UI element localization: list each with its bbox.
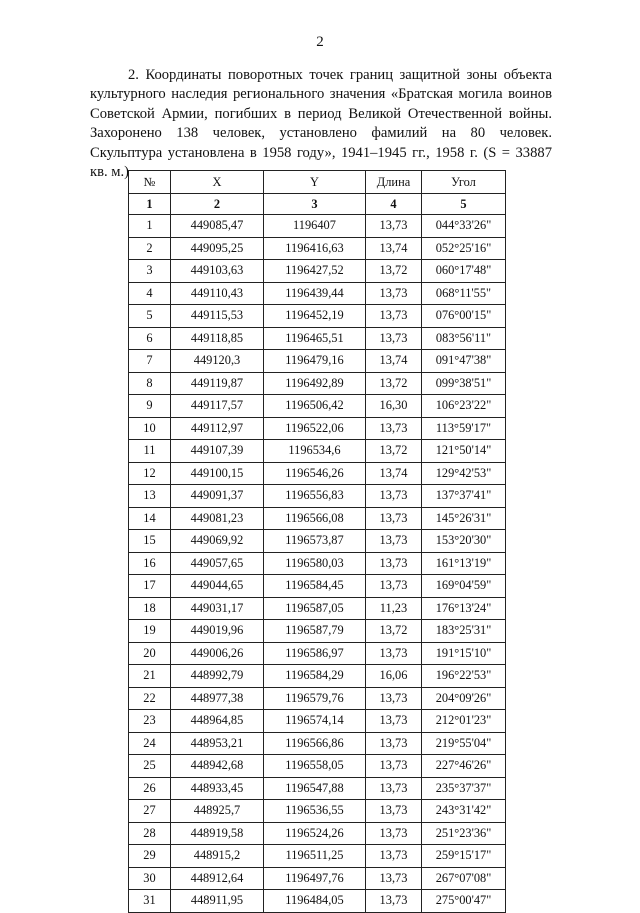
cell-angle: 060°17'48" — [422, 260, 506, 283]
cell-number: 2 — [129, 237, 171, 260]
section-paragraph: 2. Координаты поворотных точек границ защитной зоны объекта культурного наследия регионального значения «Братская могила воинов Советской Армии, погибших в период Великой Отечественной войны. Захоронено 138 человек, установлено фамилий на 80 человек. Скульптура установлена в 1958 году», 1941–1945 гг., 1958 г. (S = 33887 кв. м.) — [90, 67, 552, 181]
table-row — [129, 867, 506, 890]
table-row — [129, 777, 506, 800]
cell-y: 1196587,79 — [264, 620, 366, 643]
page-number: 2 — [316, 34, 324, 50]
cell-number: 25 — [129, 755, 171, 778]
cell-angle: 052°25'16" — [422, 237, 506, 260]
table-row — [129, 755, 506, 778]
cell-y: 1196479,16 — [264, 350, 366, 373]
cell-angle: 099°38'51" — [422, 372, 506, 395]
cell-length: 16,30 — [366, 395, 422, 418]
table-row — [129, 507, 506, 530]
table-row — [129, 305, 506, 328]
cell-y: 1196506,42 — [264, 395, 366, 418]
cell-length: 13,73 — [366, 755, 422, 778]
cell-x: 449006,26 — [171, 642, 264, 665]
cell-y: 1196407 — [264, 215, 366, 238]
cell-number: 26 — [129, 777, 171, 800]
cell-x: 449069,92 — [171, 530, 264, 553]
cell-length: 13,74 — [366, 350, 422, 373]
cell-angle: 137°37'41" — [422, 485, 506, 508]
column-index-row — [129, 194, 506, 215]
cell-y: 1196574,14 — [264, 710, 366, 733]
cell-angle: 129°42'53" — [422, 462, 506, 485]
table-row — [129, 710, 506, 733]
cell-y: 1196584,29 — [264, 665, 366, 688]
header-number: № — [129, 171, 171, 194]
cell-y: 1196465,51 — [264, 327, 366, 350]
cell-y: 1196584,45 — [264, 575, 366, 598]
cell-x: 448911,95 — [171, 890, 264, 913]
cell-length: 13,73 — [366, 507, 422, 530]
cell-y: 1196439,44 — [264, 282, 366, 305]
cell-angle: 267°07'08" — [422, 867, 506, 890]
cell-x: 449112,97 — [171, 417, 264, 440]
cell-x: 448977,38 — [171, 687, 264, 710]
cell-number: 15 — [129, 530, 171, 553]
cell-x: 449095,25 — [171, 237, 264, 260]
cell-x: 449091,37 — [171, 485, 264, 508]
table-row — [129, 665, 506, 688]
cell-y: 1196522,06 — [264, 417, 366, 440]
cell-length: 11,23 — [366, 597, 422, 620]
cell-length: 13,74 — [366, 237, 422, 260]
cell-number: 13 — [129, 485, 171, 508]
cell-number: 11 — [129, 440, 171, 463]
table-row — [129, 575, 506, 598]
cell-angle: 169°04'59" — [422, 575, 506, 598]
table-row — [129, 800, 506, 823]
cell-number: 19 — [129, 620, 171, 643]
cell-y: 1196587,05 — [264, 597, 366, 620]
cell-angle: 076°00'15" — [422, 305, 506, 328]
cell-x: 449044,65 — [171, 575, 264, 598]
cell-number: 23 — [129, 710, 171, 733]
cell-length: 13,73 — [366, 327, 422, 350]
header-x: X — [171, 171, 264, 194]
cell-angle: 068°11'55" — [422, 282, 506, 305]
cell-y: 1196536,55 — [264, 800, 366, 823]
cell-angle: 204°09'26" — [422, 687, 506, 710]
cell-x: 448964,85 — [171, 710, 264, 733]
table-row — [129, 327, 506, 350]
cell-x: 448925,7 — [171, 800, 264, 823]
cell-x: 448992,79 — [171, 665, 264, 688]
table-row — [129, 462, 506, 485]
cell-angle: 196°22'53" — [422, 665, 506, 688]
cell-length: 13,73 — [366, 710, 422, 733]
cell-length: 13,72 — [366, 620, 422, 643]
cell-length: 13,74 — [366, 462, 422, 485]
table-row — [129, 552, 506, 575]
cell-y: 1196586,97 — [264, 642, 366, 665]
cell-angle: 153°20'30" — [422, 530, 506, 553]
index-cell: 2 — [171, 194, 264, 215]
table-row — [129, 372, 506, 395]
cell-number: 3 — [129, 260, 171, 283]
table-row — [129, 485, 506, 508]
cell-length: 13,73 — [366, 575, 422, 598]
cell-y: 1196546,26 — [264, 462, 366, 485]
cell-y: 1196556,83 — [264, 485, 366, 508]
cell-y: 1196580,03 — [264, 552, 366, 575]
cell-number: 4 — [129, 282, 171, 305]
cell-y: 1196558,05 — [264, 755, 366, 778]
cell-number: 17 — [129, 575, 171, 598]
table-row — [129, 845, 506, 868]
cell-length: 13,73 — [366, 530, 422, 553]
cell-x: 449107,39 — [171, 440, 264, 463]
cell-angle: 113°59'17" — [422, 417, 506, 440]
table-row — [129, 282, 506, 305]
cell-x: 448942,68 — [171, 755, 264, 778]
cell-number: 5 — [129, 305, 171, 328]
cell-x: 448915,2 — [171, 845, 264, 868]
table-row — [129, 395, 506, 418]
table-row — [129, 732, 506, 755]
cell-y: 1196547,88 — [264, 777, 366, 800]
cell-angle: 176°13'24" — [422, 597, 506, 620]
cell-angle: 259°15'17" — [422, 845, 506, 868]
cell-x: 448933,45 — [171, 777, 264, 800]
cell-angle: 243°31'42" — [422, 800, 506, 823]
cell-angle: 145°26'31" — [422, 507, 506, 530]
cell-x: 449103,63 — [171, 260, 264, 283]
cell-angle: 219°55'04" — [422, 732, 506, 755]
table-row — [129, 417, 506, 440]
cell-length: 13,73 — [366, 642, 422, 665]
cell-y: 1196484,05 — [264, 890, 366, 913]
cell-angle: 091°47'38" — [422, 350, 506, 373]
cell-x: 449115,53 — [171, 305, 264, 328]
cell-x: 449031,17 — [171, 597, 264, 620]
index-cell: 1 — [129, 194, 171, 215]
table-row — [129, 687, 506, 710]
cell-number: 20 — [129, 642, 171, 665]
cell-y: 1196452,19 — [264, 305, 366, 328]
table-row — [129, 260, 506, 283]
cell-x: 448953,21 — [171, 732, 264, 755]
header-angle: Угол — [422, 171, 506, 194]
cell-y: 1196566,86 — [264, 732, 366, 755]
cell-y: 1196524,26 — [264, 822, 366, 845]
cell-length: 13,73 — [366, 552, 422, 575]
table-row — [129, 530, 506, 553]
cell-length: 13,73 — [366, 777, 422, 800]
cell-x: 448919,58 — [171, 822, 264, 845]
cell-y: 1196566,08 — [264, 507, 366, 530]
cell-length: 13,73 — [366, 687, 422, 710]
cell-angle: 106°23'22" — [422, 395, 506, 418]
cell-number: 8 — [129, 372, 171, 395]
cell-length: 13,73 — [366, 867, 422, 890]
cell-y: 1196534,6 — [264, 440, 366, 463]
cell-angle: 083°56'11" — [422, 327, 506, 350]
cell-y: 1196427,52 — [264, 260, 366, 283]
cell-length: 13,73 — [366, 485, 422, 508]
index-cell: 5 — [422, 194, 506, 215]
index-cell: 3 — [264, 194, 366, 215]
cell-angle: 212°01'23" — [422, 710, 506, 733]
table-row — [129, 215, 506, 238]
cell-number: 16 — [129, 552, 171, 575]
cell-number: 14 — [129, 507, 171, 530]
table-row — [129, 237, 506, 260]
cell-number: 30 — [129, 867, 171, 890]
cell-length: 13,73 — [366, 800, 422, 823]
cell-length: 13,72 — [366, 260, 422, 283]
cell-x: 449110,43 — [171, 282, 264, 305]
cell-length: 13,72 — [366, 372, 422, 395]
coordinates-table — [128, 170, 506, 913]
cell-x: 449119,87 — [171, 372, 264, 395]
table-row — [129, 890, 506, 913]
table-row — [129, 597, 506, 620]
cell-number: 31 — [129, 890, 171, 913]
cell-x: 448912,64 — [171, 867, 264, 890]
header-y: Y — [264, 171, 366, 194]
table-row — [129, 620, 506, 643]
cell-x: 449117,57 — [171, 395, 264, 418]
table-row — [129, 440, 506, 463]
cell-length: 13,73 — [366, 845, 422, 868]
cell-angle: 275°00'47" — [422, 890, 506, 913]
cell-x: 449085,47 — [171, 215, 264, 238]
table-row — [129, 350, 506, 373]
table-row — [129, 822, 506, 845]
cell-length: 13,73 — [366, 417, 422, 440]
header-length: Длина — [366, 171, 422, 194]
cell-length: 13,73 — [366, 732, 422, 755]
cell-number: 12 — [129, 462, 171, 485]
cell-x: 449057,65 — [171, 552, 264, 575]
cell-y: 1196573,87 — [264, 530, 366, 553]
cell-number: 24 — [129, 732, 171, 755]
index-cell: 4 — [366, 194, 422, 215]
cell-length: 13,73 — [366, 890, 422, 913]
cell-number: 27 — [129, 800, 171, 823]
cell-length: 13,73 — [366, 215, 422, 238]
cell-number: 29 — [129, 845, 171, 868]
cell-number: 22 — [129, 687, 171, 710]
cell-length: 16,06 — [366, 665, 422, 688]
cell-length: 13,73 — [366, 822, 422, 845]
cell-number: 7 — [129, 350, 171, 373]
cell-length: 13,72 — [366, 440, 422, 463]
cell-angle: 121°50'14" — [422, 440, 506, 463]
cell-length: 13,73 — [366, 282, 422, 305]
cell-angle: 183°25'31" — [422, 620, 506, 643]
cell-number: 9 — [129, 395, 171, 418]
cell-number: 18 — [129, 597, 171, 620]
cell-number: 21 — [129, 665, 171, 688]
cell-y: 1196416,63 — [264, 237, 366, 260]
cell-x: 449120,3 — [171, 350, 264, 373]
cell-number: 28 — [129, 822, 171, 845]
cell-x: 449019,96 — [171, 620, 264, 643]
cell-length: 13,73 — [366, 305, 422, 328]
cell-y: 1196492,89 — [264, 372, 366, 395]
table-row — [129, 642, 506, 665]
cell-y: 1196511,25 — [264, 845, 366, 868]
cell-y: 1196497,76 — [264, 867, 366, 890]
cell-number: 6 — [129, 327, 171, 350]
table-body — [129, 215, 506, 913]
cell-angle: 191°15'10" — [422, 642, 506, 665]
cell-x: 449118,85 — [171, 327, 264, 350]
cell-angle: 251°23'36" — [422, 822, 506, 845]
cell-angle: 235°37'37" — [422, 777, 506, 800]
cell-y: 1196579,76 — [264, 687, 366, 710]
table-header-row — [129, 171, 506, 194]
cell-x: 449100,15 — [171, 462, 264, 485]
cell-number: 1 — [129, 215, 171, 238]
cell-angle: 161°13'19" — [422, 552, 506, 575]
cell-angle: 044°33'26" — [422, 215, 506, 238]
cell-number: 10 — [129, 417, 171, 440]
cell-x: 449081,23 — [171, 507, 264, 530]
cell-angle: 227°46'26" — [422, 755, 506, 778]
